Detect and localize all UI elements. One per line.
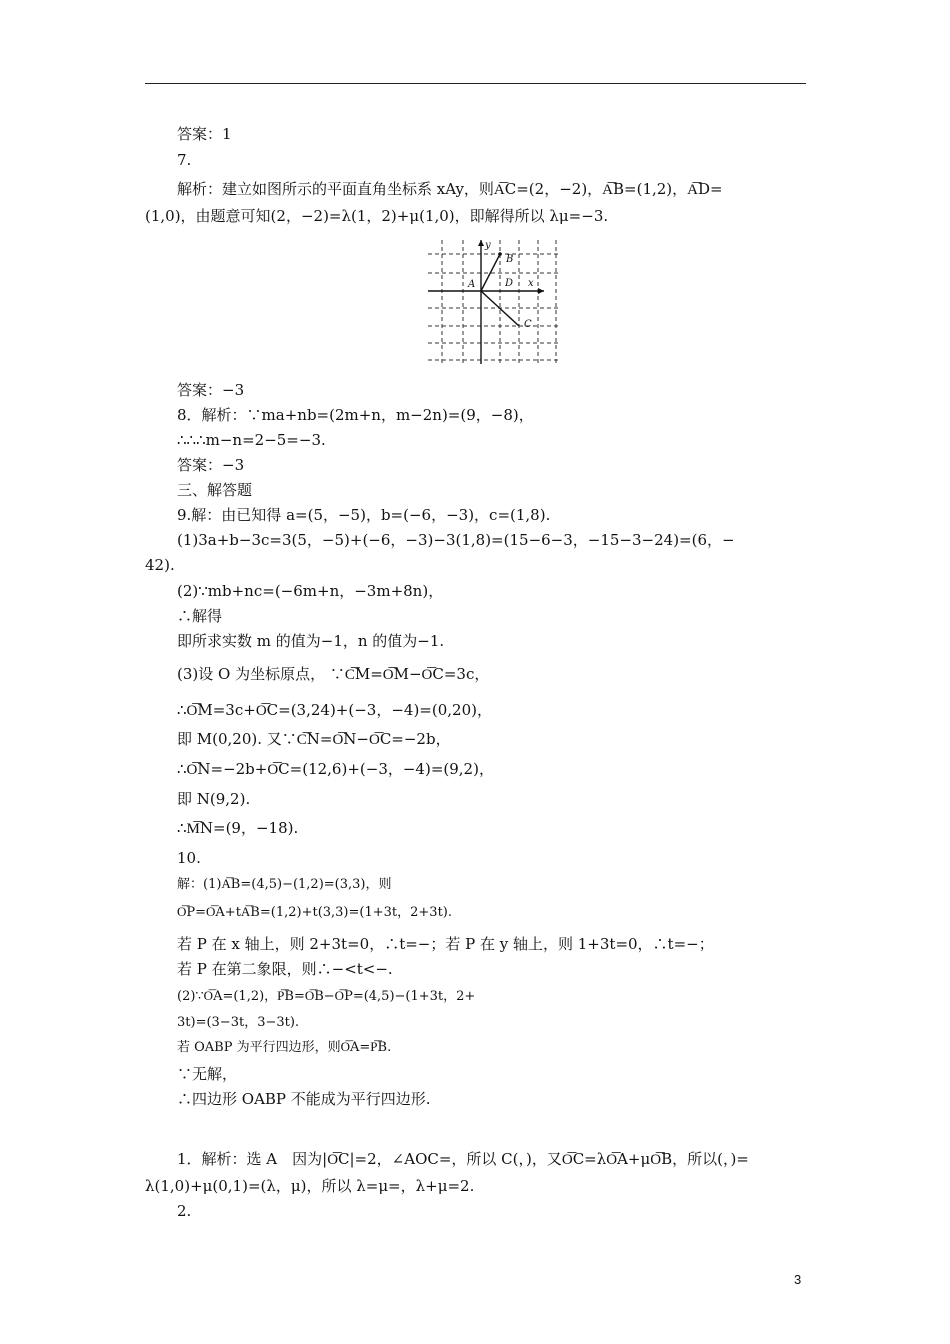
text-line-l13: (2)∵mb+nc=(−6m+n，−3m+8n)， xyxy=(177,582,444,600)
label-a: A xyxy=(468,279,476,290)
text-line-l09: 三、解答题 xyxy=(177,481,253,499)
text-line-l22: 10. xyxy=(177,849,201,867)
label-b: B xyxy=(506,254,514,265)
text-line-l12: 42). xyxy=(145,556,175,574)
text-line-l14: ∴解得 xyxy=(177,607,223,625)
coordinate-figure xyxy=(424,236,564,366)
page-number: 3 xyxy=(794,1272,802,1287)
text-line-l18: 即 M(0,20). 又∵C͞N=O͞N−O͞C=−2b， xyxy=(177,730,451,748)
label-c: C xyxy=(524,319,532,330)
text-line-l10: 9.解：由已知得 a=(5，−5)，b=(−6，−3)，c=(1,8). xyxy=(177,506,551,524)
text-line-l24: O͞P=O͞A+tA͞B=(1,2)+t(3,3)=(1+3t，2+3t). xyxy=(177,905,452,920)
text-line-l03: 解析：建立如图所示的平面直角坐标系 xAy，则A͞C=(2，−2)，A͞B=(1,2)，A͞D= xyxy=(177,180,723,198)
point-b xyxy=(498,252,502,256)
text-line-l29: 若 OABP 为平行四边形，则O͞A=P͞B. xyxy=(177,1040,392,1055)
y-arrow-icon xyxy=(478,240,484,246)
text-line-l25: 若 P 在 x 轴上，则 2+3t=0，∴t=−；若 P 在 y 轴上，则 1+3t=0，∴t=−； xyxy=(177,935,714,953)
text-line-l21: ∴M͞N=(9，−18). xyxy=(177,819,299,837)
label-d: D xyxy=(505,278,514,289)
text-line-l27: (2)∵O͞A=(1,2)，P͞B=O͞B−O͞P=(4,5)−(1+3t，2+ xyxy=(177,989,476,1004)
text-line-l11: (1)3a+b−3c=3(5，−5)+(−6，−3)−3(1,8)=(15−6−3，−15−3−24)=(6，− xyxy=(177,531,735,549)
text-line-l08: 答案：−3 xyxy=(177,456,245,474)
text-line-l33: λ(1,0)+μ(0,1)=(λ，μ)，所以 λ=μ=，λ+μ=2. xyxy=(145,1177,475,1195)
text-line-l20: 即 N(9,2). xyxy=(177,790,251,808)
text-line-l34: 2. xyxy=(177,1202,192,1220)
label-x: x xyxy=(528,278,534,289)
text-line-l17: ∴O͞M=3c+O͞C=(3,24)+(−3，−4)=(0,20)， xyxy=(177,701,492,719)
text-line-l31: ∴四边形 OABP 不能成为平行四边形. xyxy=(177,1090,431,1108)
text-line-l23: 解：(1)A͞B=(4,5)−(1,2)=(3,3)，则 xyxy=(177,877,392,892)
text-line-l07: ∴∴∴m−n=2−5=−3. xyxy=(177,431,326,449)
text-line-l15: 即所求实数 m 的值为−1，n 的值为−1. xyxy=(177,632,445,650)
text-line-l16: (3)设 O 为坐标原点， ∵C͞M=O͞M−O͞C=3c， xyxy=(177,665,490,683)
x-arrow-icon xyxy=(538,288,544,294)
text-line-l26: 若 P 在第二象限，则∴−<t<−. xyxy=(177,960,393,978)
text-line-l28: 3t)=(3−3t，3−3t). xyxy=(177,1015,300,1030)
label-y: y xyxy=(485,240,491,251)
vector-ab xyxy=(481,254,500,291)
text-line-l02: 7. xyxy=(177,151,192,169)
text-line-l01: 答案：1 xyxy=(177,125,232,143)
text-line-l06: 8．解析：∵ma+nb=(2m+n，m−2n)=(9，−8)， xyxy=(177,406,534,424)
text-line-l30: ∵无解， xyxy=(177,1065,238,1083)
text-line-l05: 答案：−3 xyxy=(177,381,245,399)
text-line-l32: 1．解析：选 A 因为|O͞C|=2，∠AOC=，所以 C(，)，又O͞C=λO͞A+μO͞B，所以(，)= xyxy=(177,1150,749,1168)
header-rule xyxy=(145,83,806,84)
text-line-l19: ∴O͞N=−2b+O͞C=(12,6)+(−3，−4)=(9,2)， xyxy=(177,760,494,778)
text-line-l04: (1,0)，由题意可知(2，−2)=λ(1，2)+μ(1,0)，即解得所以 λμ=−3. xyxy=(145,207,609,225)
